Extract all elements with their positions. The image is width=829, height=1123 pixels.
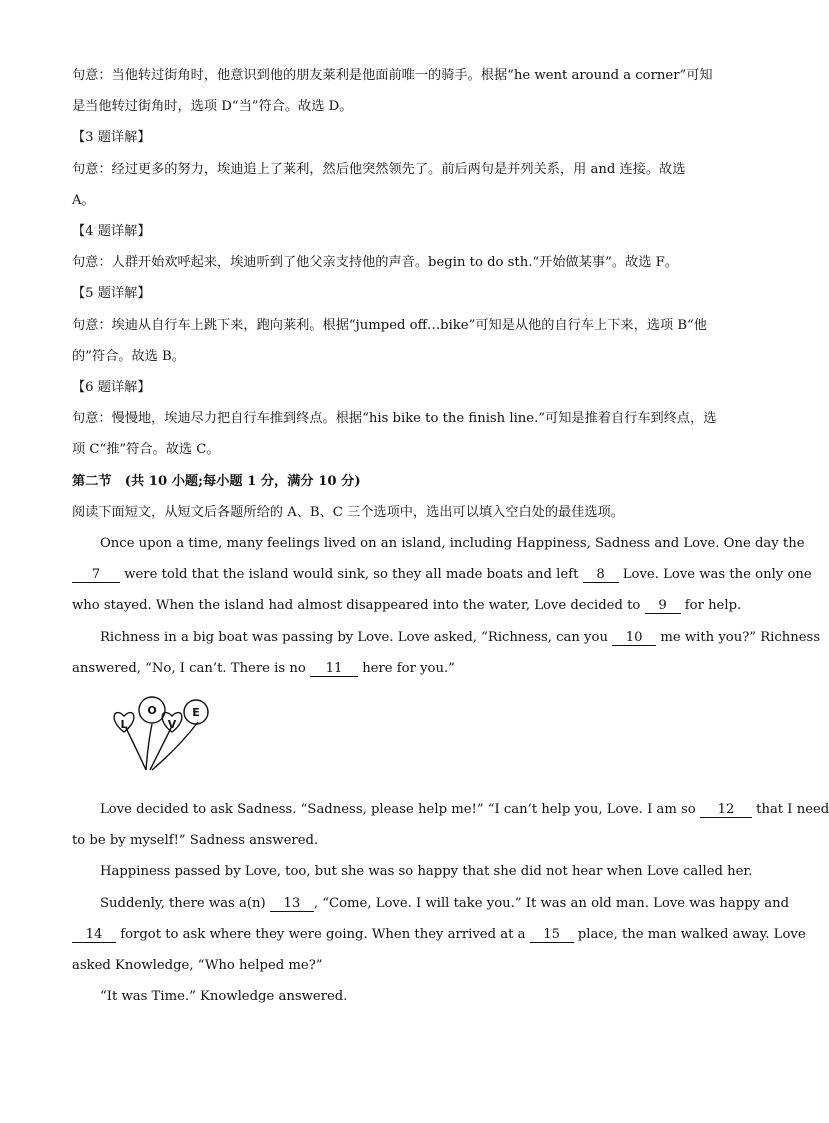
passage-p5-line1 <box>72 888 790 919</box>
blank-12: 12 <box>700 803 752 818</box>
passage-text: for help. <box>684 598 742 614</box>
passage-text: Suddenly, there was a(n) <box>100 895 266 911</box>
passage-p1-line3 <box>72 590 742 621</box>
q2-analysis-line1: 句意：当他转过街角时，他意识到他的朋友莱利是他面前唯一的骑手。根据“he went around a corner”可知 <box>72 68 713 83</box>
blank-8: 8 <box>583 568 619 583</box>
passage-text: to be by myself!” Sadness answered. <box>72 833 319 849</box>
blank-7: 7 <box>72 568 120 583</box>
q2-analysis-line2: 是当他转过街角时，选项 D“当”符合。故选 D。 <box>72 99 353 115</box>
passage-text: were told that the island would sink, so they all made boats and left <box>124 567 579 583</box>
passage-text: here for you.” <box>362 660 455 676</box>
passage-text: place, the man walked away. Love <box>577 926 806 942</box>
balloon-letter-e: E <box>192 706 200 720</box>
q6-header: 【6 题详解】 <box>72 380 151 396</box>
passage-text: who stayed. When the island had almost disappeared into the water, Love decided to <box>72 598 641 614</box>
passage-p2-line1 <box>72 622 821 653</box>
blank-10: 10 <box>612 631 656 646</box>
q3-header: 【3 题详解】 <box>72 130 151 146</box>
passage-p3-line2 <box>72 825 722 856</box>
passage-p3-line1 <box>72 794 829 825</box>
balloon-letter-v: V <box>167 718 177 732</box>
section-title: 第二节 (共 10 小题;每小题 1 分，满分 10 分) <box>72 473 361 489</box>
balloon-letter-l: L <box>120 718 128 732</box>
passage-p1-line2 <box>72 559 812 590</box>
passage-text: me with you?” Richness <box>660 629 821 645</box>
passage-text: , “Come, Love. I will take you.” It was an old man. Love was happy and <box>313 895 790 911</box>
passage-text: answered, “No, I can’t. There is no <box>72 660 306 676</box>
passage-p5-line2 <box>72 919 806 950</box>
q5-header: 【5 题详解】 <box>72 286 151 302</box>
q3-analysis-line1: 句意：经过更多的努力，埃迪追上了莱利，然后他突然领先了。前后两句是并列关系，用 and 连接。故选 <box>72 161 686 177</box>
blank-11: 11 <box>310 662 358 677</box>
blank-15: 15 <box>530 928 574 943</box>
passage-p5-line3: asked Knowledge, “Who helped me?” <box>72 958 323 974</box>
passage-text: that I need <box>756 802 829 818</box>
passage-text: Richness in a big boat was passing by Love. Love asked, “Richness, can you <box>100 629 608 645</box>
q4-analysis-line1: 句意：人群开始欢呼起来，埃迪听到了他父亲支持他的声音。begin to do sth.“开始做某事”。故选 F。 <box>72 255 678 271</box>
q6-analysis-line2: 项 C“推”符合。故选 C。 <box>72 442 220 458</box>
love-balloons-illustration <box>72 688 722 788</box>
passage-p4: Happiness passed by Love, too, but she was so happy that she did not hear when Love called her. <box>100 864 753 880</box>
passage-p1-line1 <box>72 528 805 559</box>
blank-13: 13 <box>270 897 314 912</box>
section-instruction: 阅读下面短文，从短文后各题所给的 A、B、C 三个选项中，选出可以填入空白处的最佳选项。 <box>72 504 624 520</box>
page-content <box>72 60 829 1012</box>
q5-analysis-line1: 句意：埃迪从自行车上跳下来，跑向莱利。根据“jumped off…bike”可知是从他的自行车上下来，选项 B“他 <box>72 317 707 333</box>
q4-header: 【4 题详解】 <box>72 224 151 240</box>
passage-p2-line2 <box>72 653 722 684</box>
passage-text: forgot to ask where they were going. When they arrived at a <box>120 926 526 942</box>
q6-analysis-line1: 句意：慢慢地，埃迪尽力把自行车推到终点。根据“his bike to the finish line.”可知是推着自行车到终点，选 <box>72 411 717 427</box>
blank-14: 14 <box>72 928 116 943</box>
passage-text: Love decided to ask Sadness. “Sadness, please help me!” “I can’t help you, Love. I am so <box>100 802 696 818</box>
passage-text: Love. Love was the only one <box>622 567 812 583</box>
passage-p6: “It was Time.” Knowledge answered. <box>100 989 348 1005</box>
blank-9: 9 <box>645 599 681 614</box>
balloons-svg <box>102 688 212 778</box>
balloon-letter-o: O <box>147 704 157 718</box>
passage-text: Once upon a time, many feelings lived on an island, including Happiness, Sadness and Love. One day the <box>100 536 805 552</box>
q5-analysis-line2: 的”符合。故选 B。 <box>72 348 185 364</box>
q3-analysis-line2: A。 <box>72 192 95 208</box>
